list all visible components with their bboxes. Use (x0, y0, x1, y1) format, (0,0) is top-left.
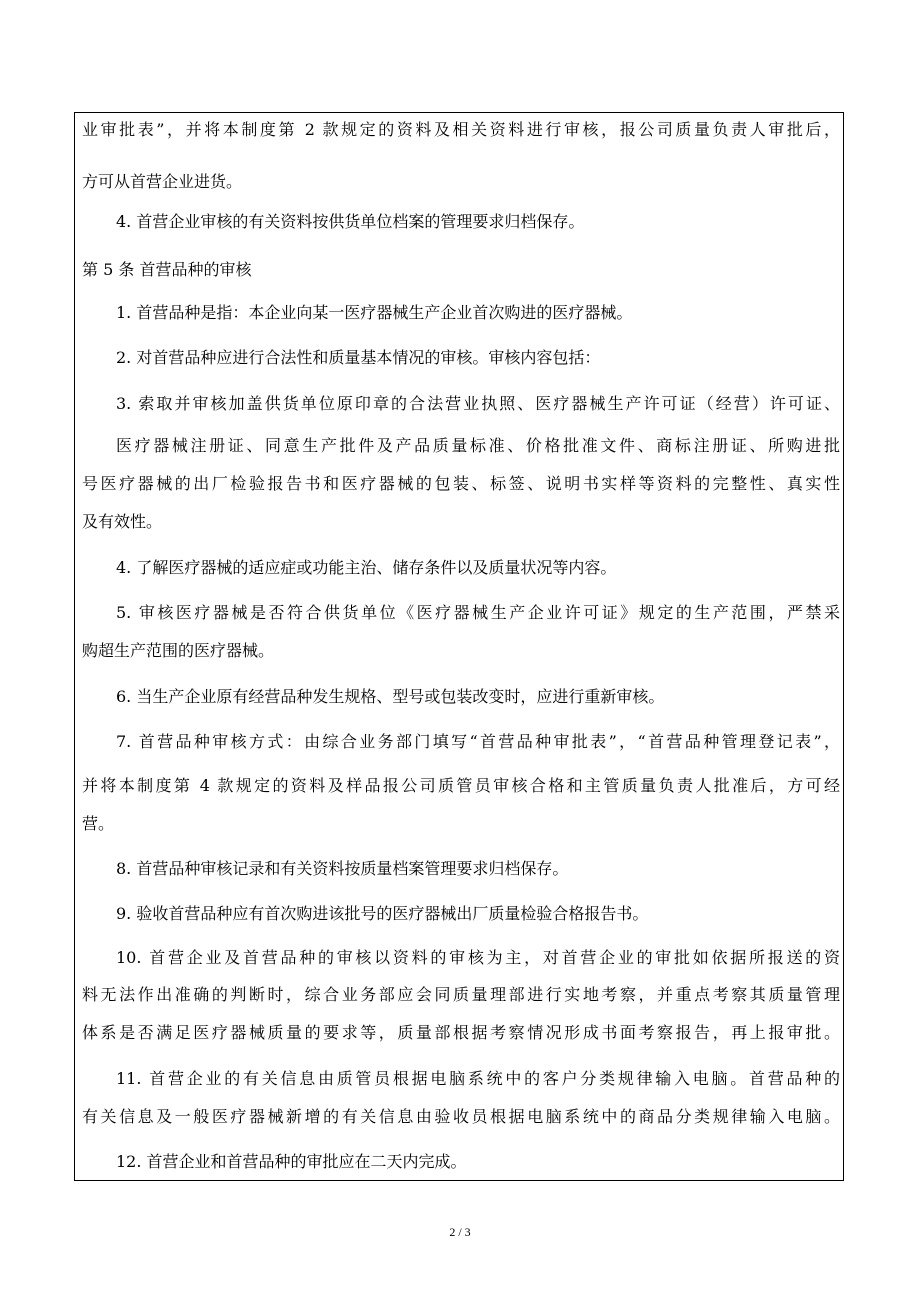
text-line: 6. 当生产企业原有经营品种发生规格、型号或包装改变时，应进行重新审核。 (116, 687, 665, 706)
text-line: 料无法作出准确的判断时，综合业务部应会同质量理部进行实地考察，并重点考察其质量管理 (82, 985, 840, 1004)
section-heading: 第 5 条 首营品种的审核 (82, 260, 252, 279)
text-line: 4. 首营企业审核的有关资料按供货单位档案的管理要求归档保存。 (116, 212, 585, 231)
text-line: 有关信息及一般医疗器械新增的有关信息由验收员根据电脑系统中的商品分类规律输入电脑。 (82, 1107, 840, 1126)
text-line: 方可从首营企业进货。 (82, 172, 243, 191)
text-line: 7. 首营品种审核方式：由综合业务部门填写“首营品种审批表”，“首营品种管理登记表”， (116, 732, 840, 751)
text-line: 体系是否满足医疗器械质量的要求等，质量部根据考察情况形成书面考察报告，再上报审批。 (82, 1023, 840, 1042)
page-number: 2 / 3 (449, 1225, 471, 1239)
text-line: 8. 首营品种审核记录和有关资料按质量档案管理要求归档保存。 (116, 859, 569, 878)
text-line: 4. 了解医疗器械的适应症或功能主治、储存条件以及质量状况等内容。 (116, 558, 617, 577)
text-line: 10. 首营企业及首营品种的审核以资料的审核为主，对首营企业的审批如依据所报送的资 (116, 948, 840, 967)
text-line: 9. 验收首营品种应有首次购进该批号的医疗器械出厂质量检验合格报告书。 (116, 904, 649, 923)
text-line: 号医疗器械的出厂检验报告书和医疗器械的包装、标签、说明书实样等资料的完整性、真实性 (82, 474, 840, 493)
text-line: 医疗器械注册证、同意生产批件及产品质量标准、价格批准文件、商标注册证、所购进批 (116, 436, 840, 455)
text-line: 营。 (82, 814, 115, 833)
text-line: 3. 索取并审核加盖供货单位原印章的合法营业执照、医疗器械生产许可证（经营）许可证、 (116, 394, 840, 413)
text-line: 12. 首营企业和首营品种的审批应在二天内完成。 (116, 1152, 467, 1171)
text-line: 业审批表”，并将本制度第 2 款规定的资料及相关资料进行审核，报公司质量负责人审批后， (82, 120, 840, 139)
text-line: 购超生产范围的医疗器械。 (82, 641, 275, 660)
text-line: 1. 首营品种是指：本企业向某一医疗器械生产企业首次购进的医疗器械。 (116, 303, 633, 322)
text-line: 11. 首营企业的有关信息由质管员根据电脑系统中的客户分类规律输入电脑。首营品种的 (116, 1069, 840, 1088)
text-line: 2. 对首营品种应进行合法性和质量基本情况的审核。审核内容包括： (116, 348, 601, 367)
text-line: 5. 审核医疗器械是否符合供货单位《医疗器械生产企业许可证》规定的生产范围，严禁采 (116, 603, 840, 622)
text-line: 并将本制度第 4 款规定的资料及样品报公司质管员审核合格和主管质量负责人批准后，方可经 (82, 776, 840, 795)
text-line: 及有效性。 (82, 512, 163, 531)
